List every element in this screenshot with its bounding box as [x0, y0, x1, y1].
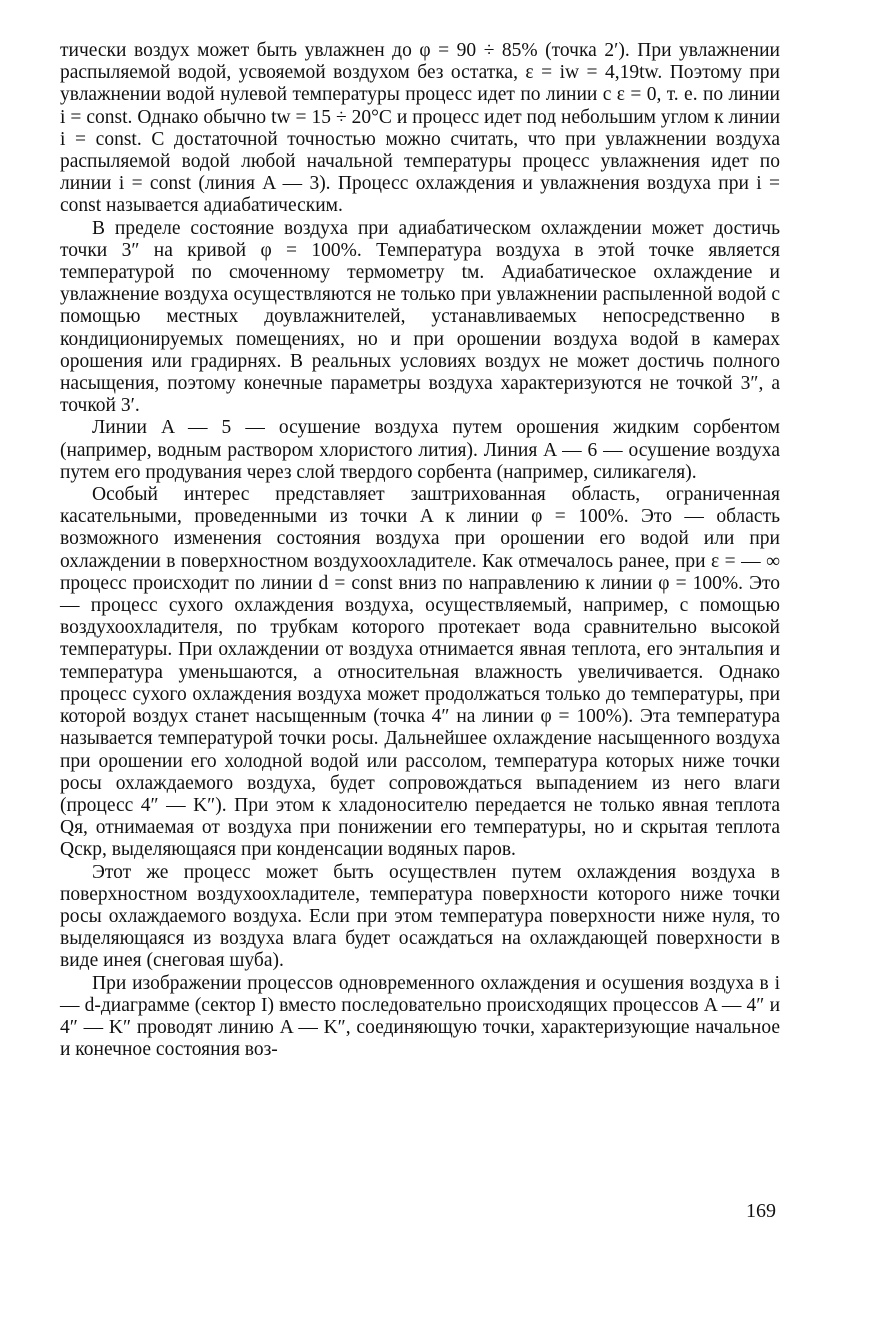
page-number: 169: [746, 1200, 776, 1222]
paragraph-5: Этот же процесс может быть осуществлен путем охлаждения воздуха в поверхностном воздухоохладителе, температура поверхности которого ниже точки росы охлаждаемого воздуха. Если при этом температура поверхности ниже нуля, то выделяющаяся из воздуха влага будет осаждаться на охлаждающей поверхности в виде инея (снеговая шуба).: [60, 861, 780, 972]
paragraph-6: При изображении процессов одновременного охлаждения и осушения воздуха в i — d-диаграмме (сектор I) вместо последовательно происходящих процессов A — 4″ и 4″ — K″ проводят линию A — K″, соединяющую точки, характеризующие начальное и конечное состояния воз-: [60, 972, 780, 1061]
paragraph-1: тически воздух может быть увлажнен до φ = 90 ÷ 85% (точка 2′). При увлажнении распыляемой водой, усвояемой воздухом без остатка, ε = iw = 4,19tw. Поэтому при увлажнении водой нулевой температуры процесс идет по линии с ε = 0, т. е. по линии i = const. Однако обычно tw = 15 ÷ 20°C и процесс идет под небольшим углом к линии i = const. С достаточной точностью можно считать, что при увлажнении воздуха распыляемой водой любой начальной температуры процесс увлажнения идет по линии i = const (линия A — 3). Процесс охлаждения и увлажнения воздуха при i = const называется адиабатическим.: [60, 40, 780, 217]
paragraph-3: Линии A — 5 — осушение воздуха путем орошения жидким сорбентом (например, водным раствором хлористого лития). Линия A — 6 — осушение воздуха путем его продувания через слой твердого сорбента (например, силикагеля).: [60, 417, 780, 483]
page-body-text: [60, 40, 780, 1061]
paragraph-2: В пределе состояние воздуха при адиабатическом охлаждении может достичь точки 3″ на кривой φ = 100%. Температура воздуха в этой точке является температурой по смоченному термометру tм. Адиабатическое охлаждение и увлажнение воздуха осуществляются не только при увлажнении распыленной водой с помощью местных доувлажнителей, устанавливаемых непосредственно в кондиционируемых помещениях, но и при орошении воздуха водой в камерах орошения или градирнях. В реальных условиях воздух не может достичь полного насыщения, поэтому конечные параметры воздуха характеризуются не точкой 3″, а точкой 3′.: [60, 217, 780, 417]
paragraph-4: Особый интерес представляет заштрихованная область, ограниченная касательными, проведенными из точки A к линии φ = 100%. Это — область возможного изменения состояния воздуха при орошении его водой или при охлаждении в поверхностном воздухоохладителе. Как отмечалось ранее, при ε = — ∞ процесс происходит по линии d = const вниз по направлению к линии φ = 100%. Это — процесс сухого охлаждения воздуха, осуществляемый, например, с помощью воздухоохладителя, по трубкам которого протекает вода сравнительно высокой температуры. При охлаждении от воздуха отнимается явная теплота, его энтальпия и температура уменьшаются, а относительная влажность увеличивается. Однако процесс сухого охлаждения воздуха может продолжаться только до температуры, при которой воздух станет насыщенным (точка 4″ на линии φ = 100%). Эта температура называется температурой точки росы. Дальнейшее охлаждение насыщенного воздуха при орошении его холодной водой или рассолом, температура которых ниже точки росы охлаждаемого воздуха, будет сопровождаться выпадением из него влаги (процесс 4″ — K″). При этом к хладоносителю передается не только явная теплота Qя, отнимаемая от воздуха при понижении его температуры, но и скрытая теплота Qскр, выделяющаяся при конденсации водяных паров.: [60, 484, 780, 861]
